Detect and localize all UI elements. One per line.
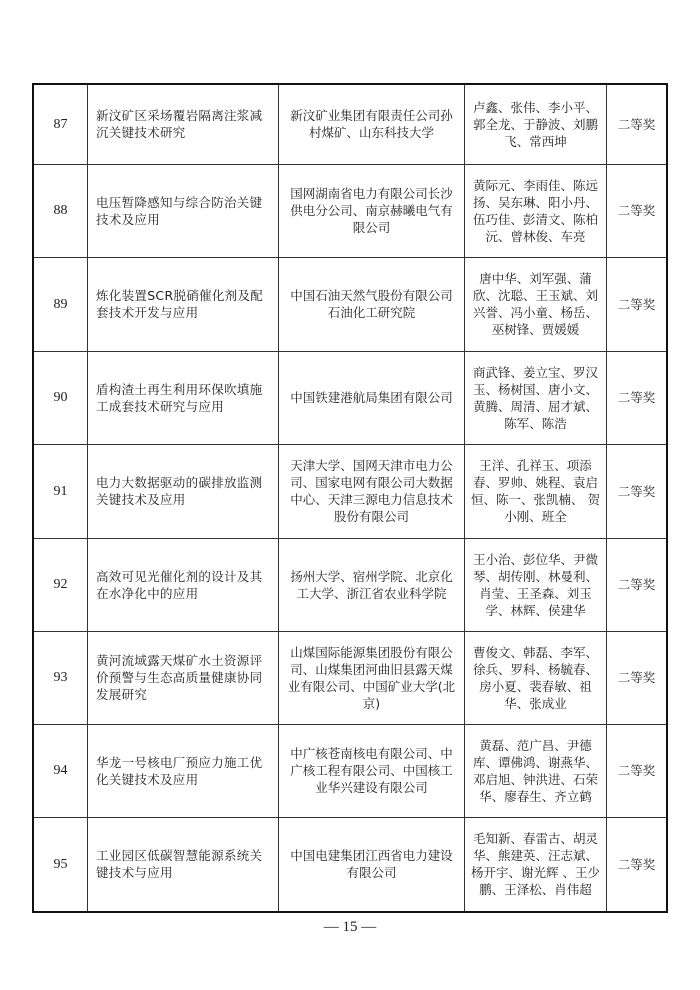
organization: 新汶矿业集团有限责任公司孙村煤矿、山东科技大学 — [279, 85, 465, 164]
project-name: 工业园区低碳智慧能源系统关键技术与应用 — [88, 817, 279, 911]
award-level: 二等奖 — [607, 724, 667, 817]
personnel: 曹俊文、韩磊、李军、徐兵、罗科、杨毓春、房小夏、裴春敏、祖华、张成业 — [465, 631, 607, 724]
table-row — [34, 351, 666, 444]
personnel: 黄际元、李雨佳、陈远扬、吴东琳、阳小丹、伍巧佳、彭清文、陈柏沅、曾林俊、车亮 — [465, 164, 607, 257]
project-name: 电压暂降感知与综合防治关键技术及应用 — [88, 164, 279, 257]
personnel: 唐中华、刘军强、蒲欣、沈聪、王玉斌、刘兴誉、冯小童、杨岳、巫树锋、贾媛媛 — [465, 257, 607, 351]
row-number: 94 — [34, 724, 88, 817]
personnel: 卢鑫、张伟、李小平、郭全龙、于静波、刘鹏飞、常西坤 — [465, 85, 607, 164]
row-number: 95 — [34, 817, 88, 911]
row-number: 89 — [34, 257, 88, 351]
row-number: 90 — [34, 351, 88, 444]
table-row — [34, 724, 666, 817]
table-row — [34, 631, 666, 724]
project-name: 电力大数据驱动的碳排放监测关键技术及应用 — [88, 444, 279, 538]
personnel: 毛知新、春雷古、胡灵华、熊建英、汪志斌、杨开宇、谢光辉 、王少鹏、王泽松、肖伟超 — [465, 817, 607, 911]
award-level: 二等奖 — [607, 351, 667, 444]
row-number: 87 — [34, 85, 88, 164]
organization: 中国石油天然气股份有限公司石油化工研究院 — [279, 257, 465, 351]
project-name: 高效可见光催化剂的设计及其在水净化中的应用 — [88, 538, 279, 631]
project-name: 炼化装置SCR脱硝催化剂及配套技术开发与应用 — [88, 257, 279, 351]
organization: 天津大学、国网天津市电力公司、国家电网有限公司大数据中心、天津三源电力信息技术股份有限公司 — [279, 444, 465, 538]
award-level: 二等奖 — [607, 85, 667, 164]
award-level: 二等奖 — [607, 631, 667, 724]
award-level: 二等奖 — [607, 817, 667, 911]
row-number: 91 — [34, 444, 88, 538]
award-level: 二等奖 — [607, 538, 667, 631]
table-row — [34, 444, 666, 538]
page-number: — 15 — — [323, 919, 377, 935]
personnel: 王小治、彭位华、尹微琴、胡传刚、林曼利、肖莹、王圣森、刘玉学、林辉、侯建华 — [465, 538, 607, 631]
personnel: 黄磊、范广昌、尹德库、谭佛鸿、谢燕华、邓启旭、钟洪进、石荣华、廖春生、齐立鹤 — [465, 724, 607, 817]
row-number: 88 — [34, 164, 88, 257]
organization: 国网湖南省电力有限公司长沙供电分公司、南京赫曦电气有限公司 — [279, 164, 465, 257]
organization: 中国电建集团江西省电力建设有限公司 — [279, 817, 465, 911]
organization: 扬州大学、宿州学院、北京化工大学、浙江省农业科学院 — [279, 538, 465, 631]
table-row — [34, 164, 666, 257]
table-row — [34, 85, 666, 164]
awards-table — [32, 83, 668, 913]
personnel: 商武锋、姜立宝、罗汉玉、杨树国、唐小文、黄腾、周清、屈才斌、陈军、陈浩 — [465, 351, 607, 444]
award-level: 二等奖 — [607, 257, 667, 351]
project-name: 盾构渣土再生利用环保吹填施工成套技术研究与应用 — [88, 351, 279, 444]
project-name: 华龙一号核电厂预应力施工优化关键技术及应用 — [88, 724, 279, 817]
organization: 中广核苍南核电有限公司、中广核工程有限公司、中国核工业华兴建设有限公司 — [279, 724, 465, 817]
organization: 山煤国际能源集团股份有限公司、山煤集团河曲旧县露天煤业有限公司、中国矿业大学(北京) — [279, 631, 465, 724]
table-row — [34, 538, 666, 631]
table-row — [34, 817, 666, 911]
organization: 中国铁建港航局集团有限公司 — [279, 351, 465, 444]
project-name: 新汶矿区采场覆岩隔离注浆减沉关键技术研究 — [88, 85, 279, 164]
row-number: 92 — [34, 538, 88, 631]
table-row — [34, 257, 666, 351]
award-level: 二等奖 — [607, 164, 667, 257]
award-level: 二等奖 — [607, 444, 667, 538]
row-number: 93 — [34, 631, 88, 724]
personnel: 王洋、孔祥玉、项添春、罗帅、姚程、袁启恒、陈一、张凯楠、 贺小刚、班全 — [465, 444, 607, 538]
project-name: 黄河流域露天煤矿水土资源评价预警与生态高质量健康协同发展研究 — [88, 631, 279, 724]
